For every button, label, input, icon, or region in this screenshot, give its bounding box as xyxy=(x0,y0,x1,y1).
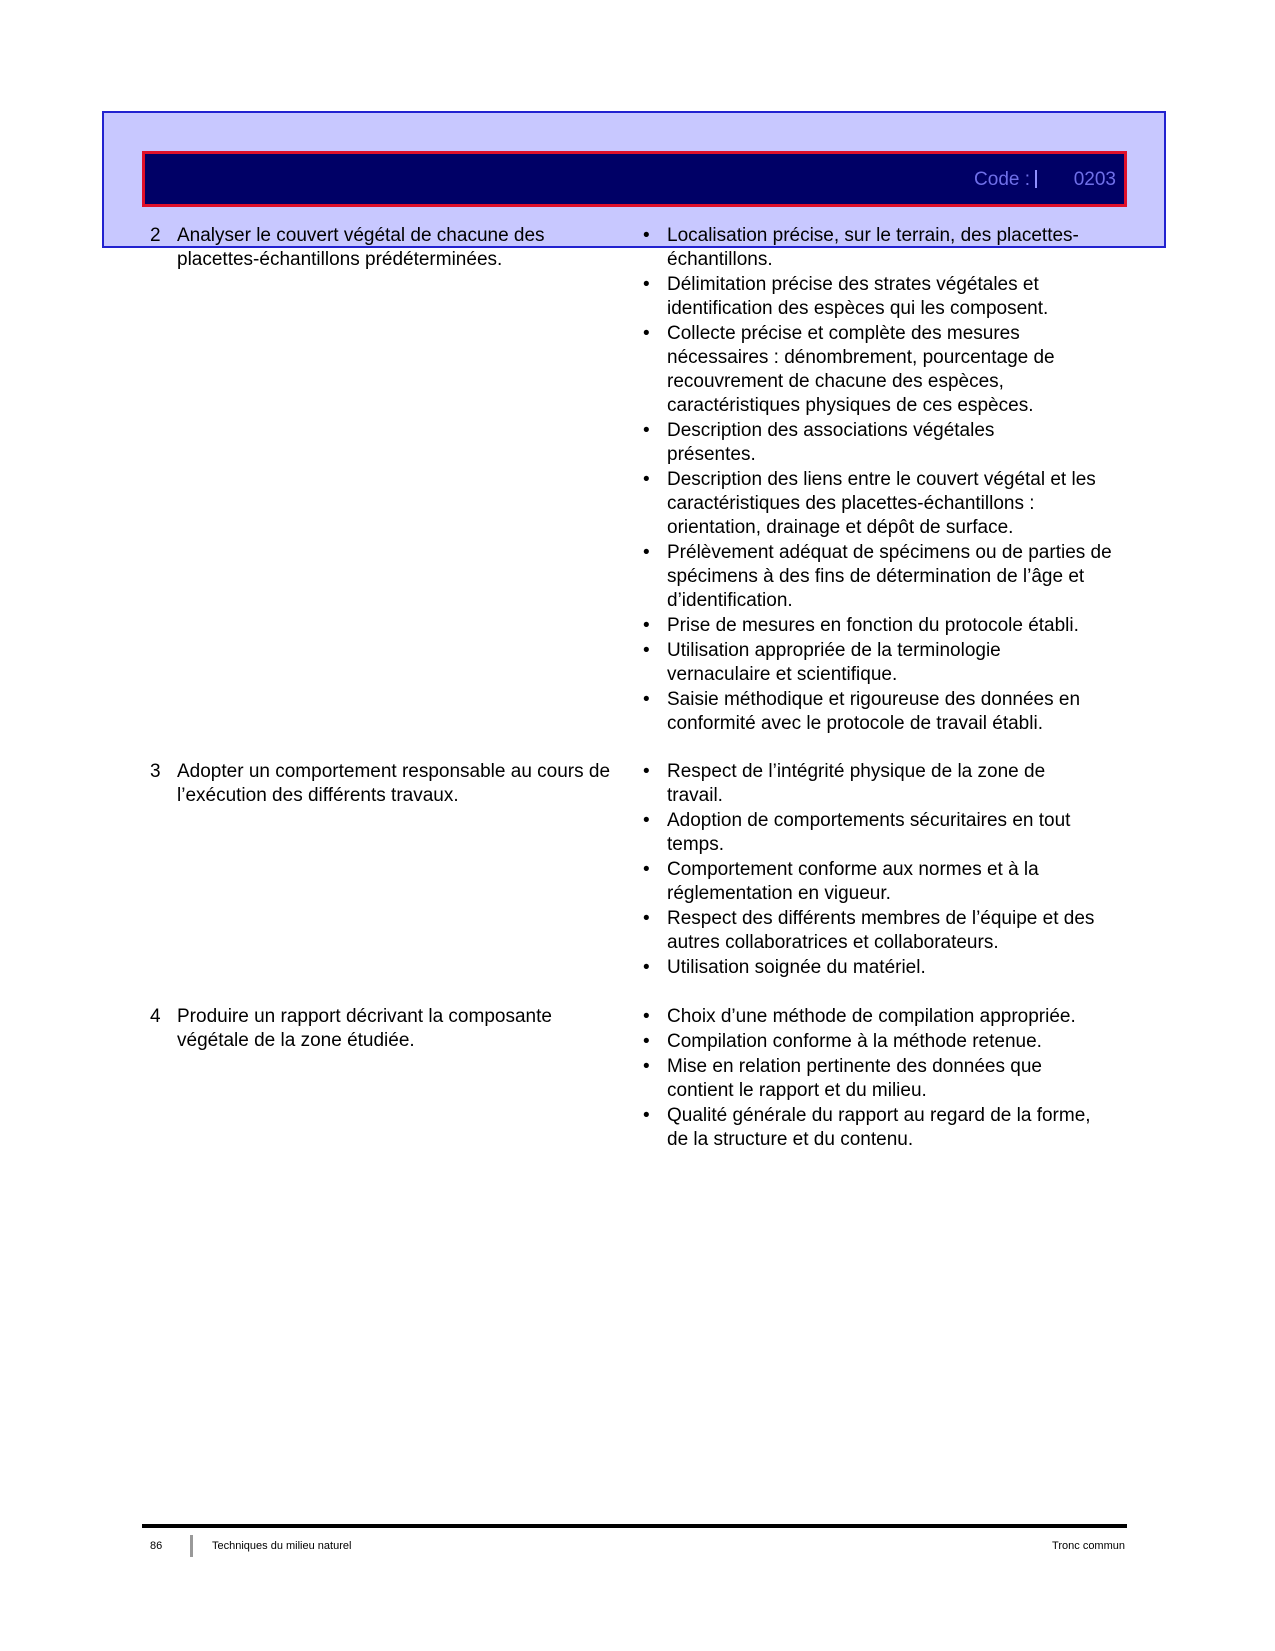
criteria-list xyxy=(643,1005,1123,1153)
criterion-text: Utilisation soignée du matériel. xyxy=(667,957,926,978)
element-text: Analyser le couvert végétal de chacune des placettes-échantillons prédéterminées. xyxy=(177,225,545,270)
criterion-text: Description des liens entre le couvert végétal et les caractéristiques des placettes-échantillons : orientation, drainage et dépôt de surface. xyxy=(667,469,1096,538)
criterion-item: • Prise de mesures en fonction du protocole établi. xyxy=(643,615,1079,636)
criterion-item: • Saisie méthodique et rigoureuse des données en conformité avec le protocole de travail établi. xyxy=(643,689,1081,734)
criterion-item: • Utilisation soignée du matériel. xyxy=(643,957,926,978)
footer-rule xyxy=(142,1524,1127,1528)
criterion-item: • Adoption de comportements sécuritaires en tout temps. xyxy=(643,810,1071,855)
code-separator xyxy=(1035,170,1037,188)
section-name: Tronc commun xyxy=(1052,1540,1125,1552)
criterion-item: • Compilation conforme à la méthode retenue. xyxy=(643,1031,1042,1052)
footer-divider xyxy=(190,1535,193,1557)
criterion-text: Compilation conforme à la méthode retenue. xyxy=(667,1031,1042,1052)
criterion-text: Saisie méthodique et rigoureuse des données en conformité avec le protocole de travail établi. xyxy=(667,689,1081,734)
criterion-text: Choix d’une méthode de compilation appropriée. xyxy=(667,1006,1076,1027)
criterion-item: • Localisation précise, sur le terrain, des placettes-échantillons. xyxy=(643,225,1079,270)
criterion-item: • Délimitation précise des strates végétales et identification des espèces qui les composent. xyxy=(643,274,1049,319)
competency-code xyxy=(974,169,1116,191)
criterion-item: • Respect des différents membres de l’équipe et des autres collaboratrices et collaborateurs. xyxy=(643,908,1095,953)
program-title: Techniques du milieu naturel xyxy=(212,1540,352,1552)
element-number: 4 xyxy=(150,1006,161,1027)
element-number: 3 xyxy=(150,761,161,782)
criterion-text: Délimitation précise des strates végétales et identification des espèces qui les composent. xyxy=(667,274,1049,319)
element-text: Produire un rapport décrivant la composante végétale de la zone étudiée. xyxy=(177,1006,552,1051)
code-label: Code : xyxy=(974,169,1031,190)
criterion-text: Description des associations végétales présentes. xyxy=(667,420,995,465)
criterion-item: • Description des associations végétales présentes. xyxy=(643,420,995,465)
criterion-text: Respect des différents membres de l’équipe et des autres collaboratrices et collaborateurs. xyxy=(667,908,1095,953)
criterion-text: Localisation précise, sur le terrain, des placettes-échantillons. xyxy=(667,225,1079,270)
criterion-text: Respect de l’intégrité physique de la zone de travail. xyxy=(667,761,1046,806)
criterion-item: • Mise en relation pertinente des données que contient le rapport et du milieu. xyxy=(643,1056,1042,1101)
criterion-item: • Description des liens entre le couvert végétal et les caractéristiques des placettes-échantillons : orientation, drainage et dépôt de surface. xyxy=(643,469,1096,538)
criterion-text: Prélèvement adéquat de spécimens ou de parties de spécimens à des fins de détermination de l’âge et d’identification. xyxy=(667,542,1112,611)
code-value: 0203 xyxy=(1073,169,1116,190)
header-bar xyxy=(142,151,1127,207)
page-number: 86 xyxy=(150,1540,163,1552)
criterion-text: Qualité générale du rapport au regard de la forme, de la structure et du contenu. xyxy=(667,1105,1091,1150)
criterion-text: Collecte précise et complète des mesures nécessaires : dénombrement, pourcentage de recouvrement de chacune des espèces, caractéristiques physiques de ces espèces. xyxy=(667,323,1055,416)
criterion-text: Mise en relation pertinente des données que contient le rapport et du milieu. xyxy=(667,1056,1042,1101)
criterion-text: Adoption de comportements sécuritaires en tout temps. xyxy=(667,810,1071,855)
criteria-list xyxy=(643,760,1123,981)
criterion-item: • Choix d’une méthode de compilation appropriée. xyxy=(643,1006,1076,1027)
element-text: Adopter un comportement responsable au cours de l’exécution des différents travaux. xyxy=(177,761,611,806)
criterion-item: • Respect de l’intégrité physique de la zone de travail. xyxy=(643,761,1046,806)
criterion-text: Prise de mesures en fonction du protocole établi. xyxy=(667,615,1079,636)
criterion-text: Utilisation appropriée de la terminologie vernaculaire et scientifique. xyxy=(667,640,1001,685)
criterion-text: Comportement conforme aux normes et à la réglementation en vigueur. xyxy=(667,859,1039,904)
criterion-item: • Comportement conforme aux normes et à la réglementation en vigueur. xyxy=(643,859,1039,904)
criterion-item: • Qualité générale du rapport au regard de la forme, de la structure et du contenu. xyxy=(643,1105,1091,1150)
element-number: 2 xyxy=(150,225,161,246)
criterion-item: • Prélèvement adéquat de spécimens ou de parties de spécimens à des fins de détermination de l’âge et d’identification. xyxy=(643,542,1112,611)
criterion-item: • Collecte précise et complète des mesures nécessaires : dénombrement, pourcentage de recouvrement de chacune des espèces, caractéristiques physiques de ces espèces. xyxy=(643,323,1055,416)
criteria-list xyxy=(643,224,1123,737)
criterion-item: • Utilisation appropriée de la terminologie vernaculaire et scientifique. xyxy=(643,640,1001,685)
